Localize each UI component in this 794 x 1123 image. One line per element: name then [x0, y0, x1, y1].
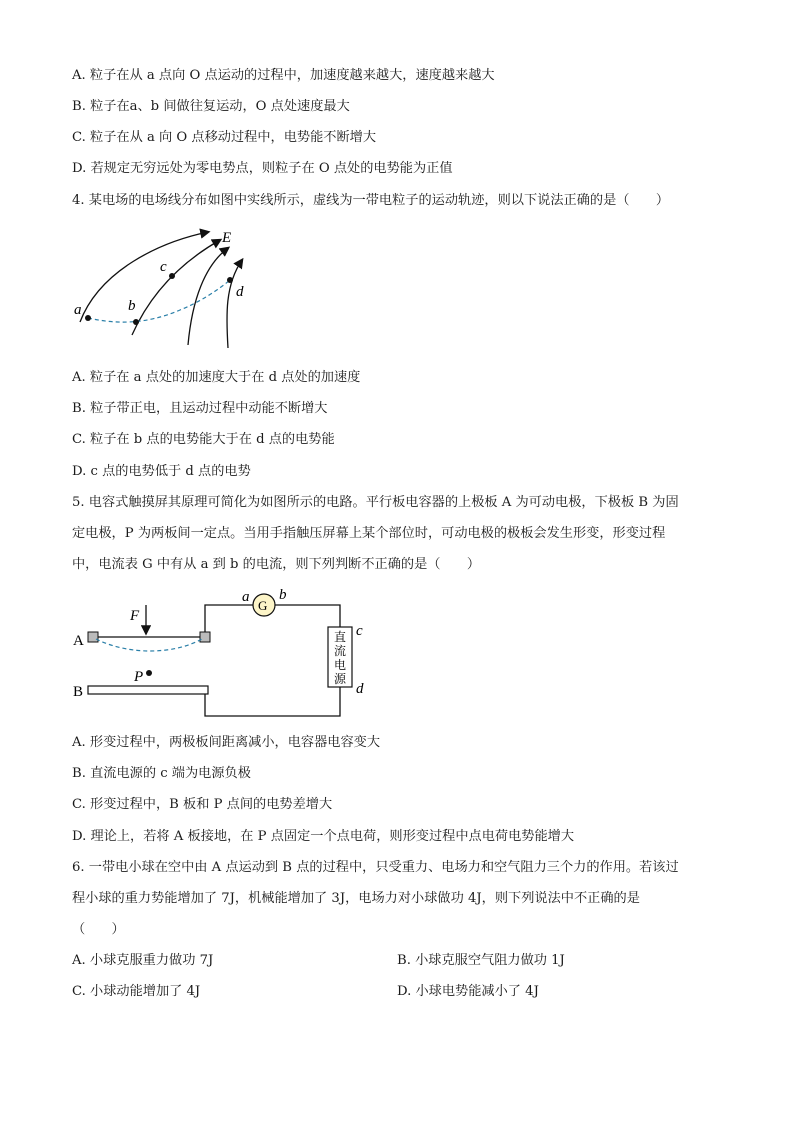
q6-option-b: B. 小球克服空气阻力做功 1J [397, 953, 565, 968]
q4-stem: 4. 某电场的电场线分布如图中实线所示，虚线为一带电粒子的运动轨迹，则以下说法正确的是（ ） [72, 193, 670, 208]
q5-option-a: A. 形变过程中，两极板间距离减小，电容器电容变大 [72, 735, 381, 750]
label-c: c [356, 623, 363, 639]
plate-b [88, 686, 208, 694]
point-c [169, 273, 175, 279]
q6-option-c: C. 小球动能增加了 4J [72, 984, 201, 999]
q4-option-b: B. 粒子带正电，且运动过程中动能不断增大 [72, 401, 328, 416]
deformed-plate [96, 639, 202, 651]
field-line-3 [188, 248, 228, 345]
label-d: d [236, 284, 244, 300]
wire-top [205, 605, 253, 632]
source-char-1: 直 [334, 630, 347, 644]
label-a: a [242, 589, 250, 605]
source-char-2: 流 [334, 644, 347, 658]
label-P: P [134, 669, 144, 685]
source-char-4: 源 [334, 672, 347, 686]
field-line-1 [80, 232, 208, 322]
q4-option-d: D. c 点的电势低于 d 点的电势 [72, 464, 251, 479]
plate-a-left-support [88, 632, 98, 642]
q3-option-d: D. 若规定无穷远处为零电势点，则粒子在 O 点处的电势能为正值 [72, 161, 453, 176]
q5-stem-line3: 中，电流表 G 中有从 a 到 b 的电流，则下列判断不正确的是（ ） [72, 557, 481, 572]
q5-stem-line1: 5. 电容式触摸屏其原理可简化为如图所示的电路。平行板电容器的上极板 A 为可动电极，下极板 B 为固 [72, 495, 679, 510]
wire-top-right [275, 605, 340, 627]
point-b [133, 319, 139, 325]
q5-option-d: D. 理论上，若将 A 板接地，在 P 点固定一个点电荷，则形变过程中点电荷电势能增大 [72, 829, 575, 844]
q5-option-c: C. 形变过程中，B 板和 P 点间的电势差增大 [72, 797, 333, 812]
label-d: d [356, 681, 364, 697]
particle-trajectory [88, 280, 230, 322]
q6-option-d: D. 小球电势能减小了 4J [397, 984, 539, 999]
q4-field-figure [60, 220, 260, 355]
wire-bottom [205, 687, 340, 716]
point-a [85, 315, 91, 321]
source-char-3: 电 [334, 658, 347, 672]
label-A: A [73, 633, 84, 649]
point-d [227, 277, 233, 283]
plate-a-right-support [200, 632, 210, 642]
q4-option-a: A. 粒子在 a 点处的加速度大于在 d 点处的加速度 [72, 370, 361, 385]
q5-stem-line2: 定电极，P 为两板间一定点。当用手指触压屏幕上某个部位时，可动电极的极板会发生形变，形变过程 [72, 526, 666, 541]
q6-option-a: A. 小球克服重力做功 7J [72, 953, 214, 968]
point-p [146, 670, 152, 676]
q5-option-b: B. 直流电源的 c 端为电源负极 [72, 766, 251, 781]
label-F: F [130, 608, 140, 624]
label-E: E [222, 230, 232, 246]
label-a: a [74, 302, 82, 318]
q6-stem-line3: （ ） [72, 922, 125, 937]
q3-option-a: A. 粒子在从 a 点向 O 点运动的过程中，加速度越来越大，速度越来越大 [72, 68, 495, 83]
q3-option-b: B. 粒子在a、b 间做往复运动，O 点处速度最大 [72, 99, 350, 114]
q5-circuit-figure [68, 585, 378, 725]
label-G: G [258, 598, 268, 613]
q4-option-c: C. 粒子在 b 点的电势能大于在 d 点的电势能 [72, 432, 335, 447]
q6-stem-line2: 程小球的重力势能增加了 7J，机械能增加了 3J，电场力对小球做功 4J，则下列说法中不正确的是 [72, 891, 640, 906]
field-line-4 [227, 260, 242, 348]
label-B: B [73, 684, 84, 700]
q6-stem-line1: 6. 一带电小球在空中由 A 点运动到 B 点的过程中，只受重力、电场力和空气阻力三个力的作用。若该过 [72, 860, 679, 875]
q3-option-c: C. 粒子在从 a 向 O 点移动过程中，电势能不断增大 [72, 130, 377, 145]
label-c: c [160, 259, 167, 275]
label-b: b [279, 587, 287, 603]
label-b: b [128, 298, 136, 314]
